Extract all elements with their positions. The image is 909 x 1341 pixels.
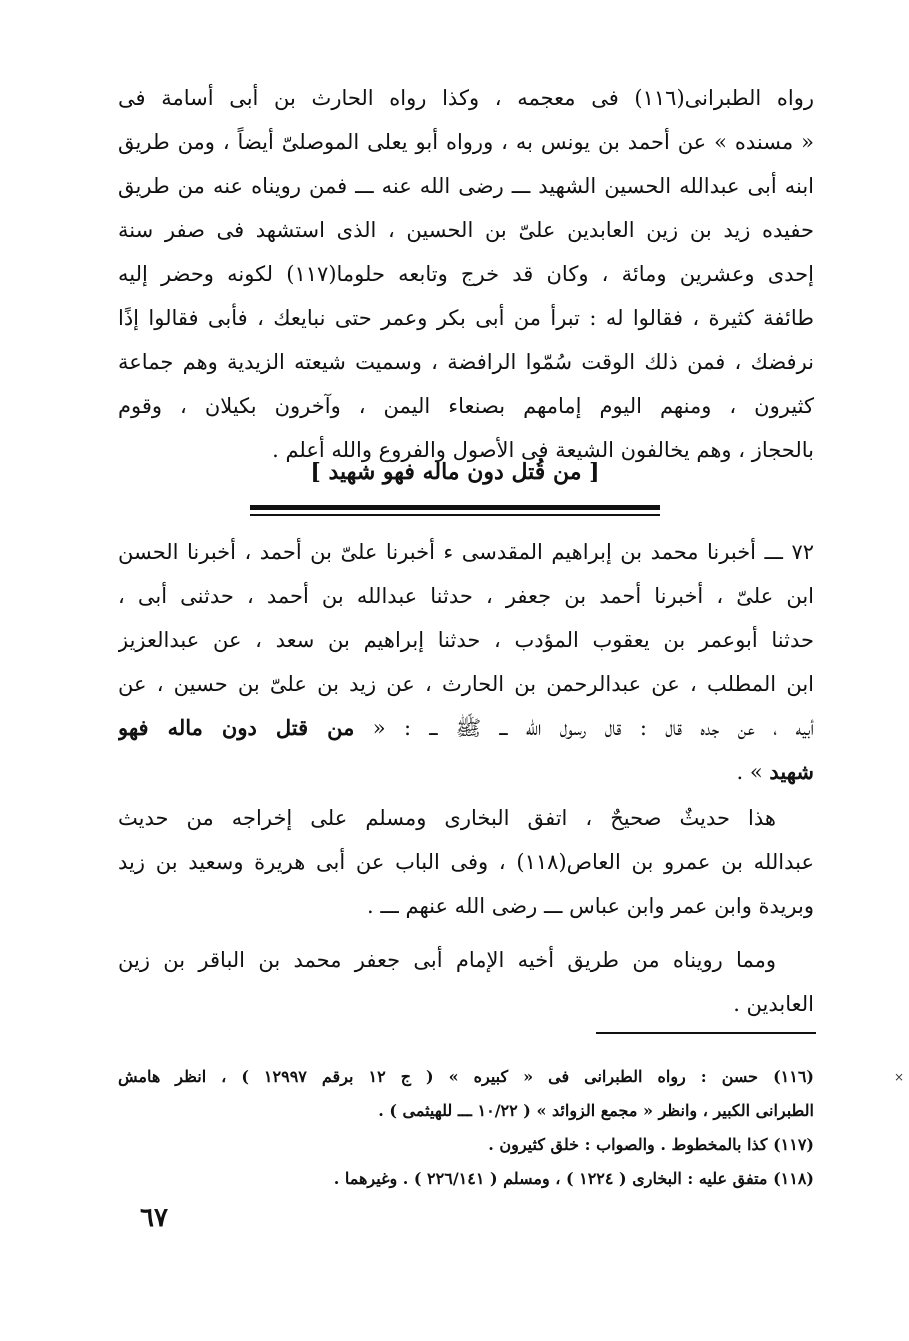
hadith-matn-end: شهيد (769, 759, 814, 784)
footnote-118: (١١٨) متفق عليه : البخارى ( ١٢٢٤ ) ، ومسلم ( ٢٢٦/١٤١ ) . وغيرهما . (333, 1169, 814, 1188)
text-line (118, 750, 814, 794)
text-line: عبدالله بن عمرو بن العاص(١١٨) ، وفى الباب عن أبى هريرة وسعيد بن زيد (118, 850, 814, 874)
hadith-matn: من قتل دون ماله فهو (118, 715, 355, 740)
heading-rule-thick (250, 505, 660, 510)
text-line: ٧٢ ـــ أخبرنا محمد بن إبراهيم المقدسى ء أخبرنا علىّ بن أحمد ، أخبرنا الحسن (118, 540, 814, 564)
text-line: إحدى وعشرين ومائة ، وكان قد خرج وتابعه حلوما(١١٧) لكونه وحضر إليه (118, 262, 814, 286)
text-line (118, 706, 814, 750)
text-line: حفيده زيد بن زين العابدين علىّ بن الحسين ، الذى استشهد فى صفر سنة (118, 218, 814, 242)
text-line: حدثنا أبوعمر بن يعقوب المؤدب ، حدثنا إبراهيم بن سعد ، عن عبدالعزيز (118, 628, 814, 652)
page-number: ٦٧ (140, 1203, 168, 1233)
text-line: العابدين . (733, 992, 814, 1016)
hadith-closing: » . (736, 760, 770, 784)
footnote-117: (١١٧) كذا بالمخطوط . والصواب : خلق كثيرون . (488, 1135, 814, 1154)
text-line: بالحجاز ، وهم يخالفون الشيعة فى الأصول والفروع والله أعلم . (272, 438, 814, 462)
section-heading: [ من قُتل دون ماله فهو شهيد ] (310, 459, 600, 485)
hadith-isnad-end: أبيه ، عن جده قال : قال رسول الله ـــ ﷺ ـــ : « (354, 716, 814, 740)
text-line: ابن علىّ ، أخبرنا أحمد بن جعفر ، حدثنا عبدالله بن أحمد ، حدثنى أبى ، (118, 584, 814, 608)
hadith-72 (118, 530, 814, 800)
footnotes (118, 1060, 814, 1196)
text-line: كثيرون ، ومنهم اليوم إمامهم بصنعاء اليمن ، وآخرون بكيلان ، وقوم (118, 394, 814, 418)
text-line: وبريدة وابن عمر وابن عباس ـــ رضى الله عنهم ـــ . (367, 894, 814, 918)
text-line: ابنه أبى عبدالله الحسين الشهيد ـــ رضى الله عنه ـــ فمن رويناه عنه من طريق (118, 174, 814, 198)
text-line: نرفضك ، فمن ذلك الوقت سُمّوا الرافضة ، وسميت شيعته الزيدية وهم جماعة (118, 350, 814, 374)
footnote-separator (596, 1032, 816, 1034)
text-line: « مسنده » عن أحمد بن يونس به ، ورواه أبو يعلى الموصلىّ أيضاً ، ومن طريق (118, 130, 814, 154)
footnote-116-cont: الطبرانى الكبير ، وانظر « مجمع الزوائد » ( ١٠/٢٢ ـــ للهيثمى ) . (378, 1101, 814, 1120)
text-line: ابن المطلب ، عن عبدالرحمن بن الحارث ، عن زيد بن علىّ بن حسين ، عن (118, 672, 814, 696)
text-line: هذا حديثٌ صحيحٌ ، اتفق البخارى ومسلم على إخراجه من حديث (118, 806, 776, 830)
paragraph-riwaya (118, 938, 814, 1026)
text-line: ومما رويناه من طريق أخيه الإمام أبى جعفر محمد بن الباقر بن زين (118, 948, 776, 972)
paragraph-tabarani (118, 76, 814, 472)
text-line: رواه الطبرانى(١١٦) فى معجمه ، وكذا رواه الحارث بن أبى أسامة فى (118, 86, 814, 110)
text-line: طائفة كثيرة ، فقالوا له : تبرأ من أبى بكر وعمر حتى نبايعك ، فأبى فقالوا إذًا (118, 306, 814, 330)
heading-rule-thin (250, 514, 660, 516)
footnote-116: (١١٦) حسن : رواه الطبرانى فى « كبيره » ( ج ١٢ برقم ١٢٩٩٧ ) ، انظر هامش (118, 1067, 814, 1086)
paragraph-authentication (118, 796, 814, 928)
margin-mark: × (893, 1070, 904, 1084)
